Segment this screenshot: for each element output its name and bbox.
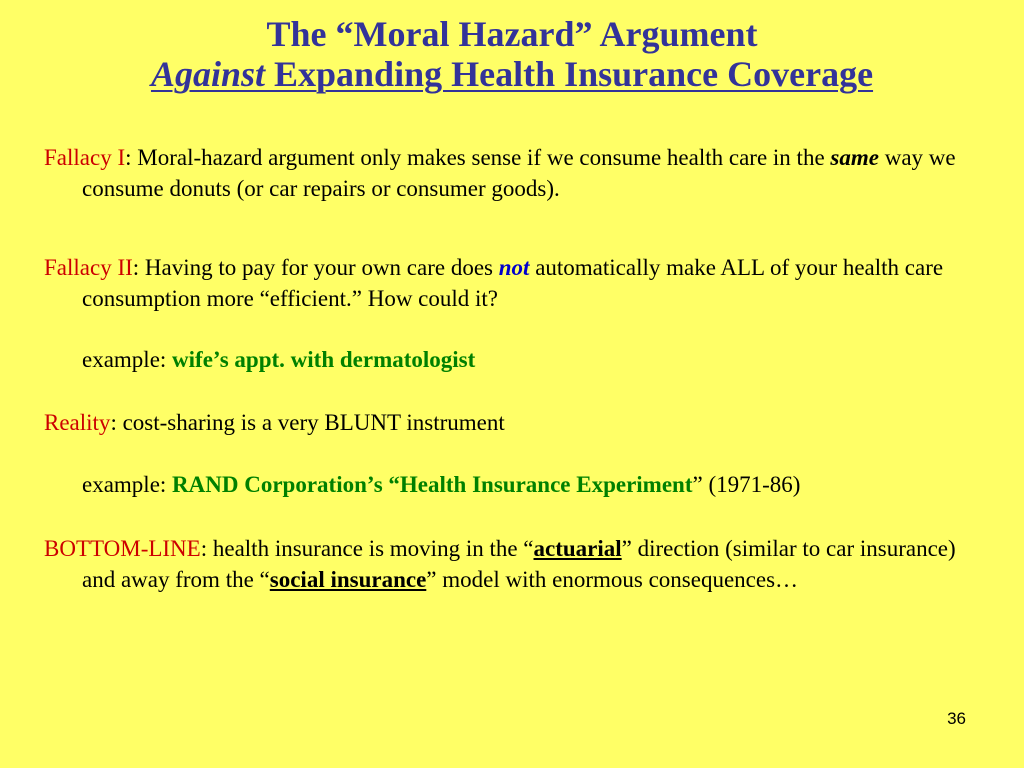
fallacy-2-emphasis: not (498, 255, 530, 280)
title-line-1: The “Moral Hazard” Argument (266, 14, 758, 54)
page-number: 36 (947, 709, 966, 728)
fallacy-1-label: Fallacy I (44, 145, 126, 170)
bottom-line-term-social-insurance: social insurance (269, 567, 427, 592)
fallacy-1-text-2: way we consume donuts (or car repairs or consumer goods). (82, 145, 956, 201)
bottom-line-text-3: ” model with enormous consequences… (426, 567, 799, 592)
fallacy-1-text-1: : Moral-hazard argument only makes sense if we consume health care in the (125, 145, 831, 170)
fallacy-1-paragraph (44, 142, 994, 204)
bottom-line-text-2: ” direction (similar to car insurance) and away from the “ (82, 536, 956, 592)
reality-example-prefix: example: (82, 472, 173, 497)
reality-label: Reality (44, 410, 111, 435)
fallacy-2-example-text: wife’s appt. with dermatologist (172, 347, 476, 372)
fallacy-1-emphasis: same (830, 145, 879, 170)
title-line-2-rest: Expanding Health Insurance Coverage (265, 54, 874, 94)
fallacy-2-example-prefix: example: (82, 347, 173, 372)
bottom-line-term-actuarial: actuarial (533, 536, 622, 561)
bottom-line-label: BOTTOM-LINE (44, 536, 201, 561)
fallacy-2-text-1: : Having to pay for your own care does (132, 255, 499, 280)
reality-example-tail: ” (1971-86) (692, 472, 801, 497)
slide-title (0, 14, 1024, 94)
fallacy-2-label: Fallacy II (44, 255, 133, 280)
title-line-2 (0, 54, 1024, 94)
fallacy-2-example (44, 344, 994, 375)
fallacy-2-text-2: automatically make ALL of your health care consumption more “efficient.” How could it? (82, 255, 944, 311)
reality-example (44, 469, 994, 500)
reality-example-text: RAND Corporation’s “Health Insurance Experiment (172, 472, 693, 497)
reality-paragraph (44, 407, 994, 438)
bottom-line-text-1: : health insurance is moving in the “ (200, 536, 534, 561)
fallacy-2-paragraph (44, 252, 994, 314)
slide-body (44, 142, 994, 595)
reality-text: : cost-sharing is a very BLUNT instrument (110, 410, 505, 435)
bottom-line-paragraph (44, 533, 994, 595)
title-against: Against (150, 54, 265, 94)
